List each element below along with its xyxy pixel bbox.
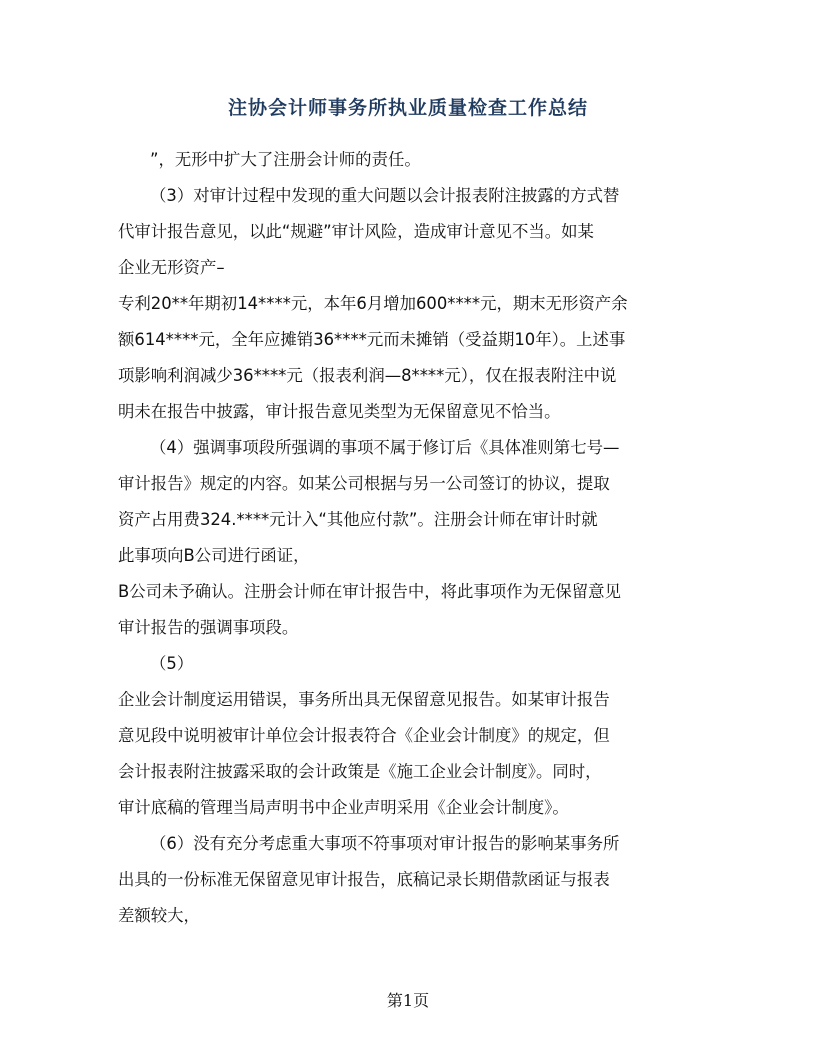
body-line-11: 资产占用费324.****元计入“其他应付款”。注册会计师在审计时就 — [118, 510, 598, 529]
body-line-8: 明未在报告中披露，审计报告意见类型为无保留意见不恰当。 — [118, 402, 561, 421]
body-line-10: 审计报告》规定的内容。如某公司根据与另一公司签订的协议，提取 — [118, 474, 610, 493]
body-line-12: 此事项向B公司进行函证， — [118, 546, 310, 565]
body-line-3: 代审计报告意见，以此“规避”审计风险，造成审计意见不当。如某 — [118, 222, 594, 241]
body-line-2: （3）对审计过程中发现的重大问题以会计报表附注披露的方式替 — [150, 186, 620, 205]
body-line-6: 额614****元，全年应摊销36****元而未摊销（受益期10年）。上述事 — [118, 330, 626, 349]
body-line-4: 企业无形资产– — [118, 258, 225, 277]
document-title: 注协会计师事务所执业质量检查工作总结 — [227, 97, 588, 119]
body-line-1: ”，无形中扩大了注册会计师的责任。 — [150, 150, 421, 169]
page-number: 第1页 — [386, 991, 430, 1010]
body-line-20: （6）没有充分考虑重大事项不符事项对审计报告的影响某事务所 — [150, 834, 620, 853]
body-line-14: 审计报告的强调事项段。 — [118, 618, 299, 637]
body-line-18: 会计报表附注披露采取的会计政策是《施工企业会计制度》。同时， — [118, 762, 602, 781]
body-line-9: （4）强调事项段所强调的事项不属于修订后《具体准则第七号— — [150, 438, 620, 457]
body-line-22: 差额较大， — [118, 906, 200, 925]
body-line-7: 项影响利润减少36****元（报表利润—8****元），仅在报表附注中说 — [118, 366, 617, 385]
body-line-15: （5） — [150, 654, 194, 673]
body-line-21: 出具的一份标准无保留意见审计报告，底稿记录长期借款函证与报表 — [118, 870, 610, 889]
body-line-17: 意见段中说明被审计单位会计报表符合《企业会计制度》的规定，但 — [118, 726, 610, 745]
body-line-19: 审计底稿的管理当局声明书中企业声明采用《企业会计制度》。 — [118, 798, 569, 817]
body-line-16: 企业会计制度运用错误，事务所出具无保留意见报告。如某审计报告 — [118, 690, 610, 709]
body-line-5: 专利20**年期初14****元，本年6月增加600****元，期末无形资产余 — [118, 294, 628, 313]
body-line-13: B公司未予确认。注册会计师在审计报告中，将此事项作为无保留意见 — [118, 582, 621, 601]
